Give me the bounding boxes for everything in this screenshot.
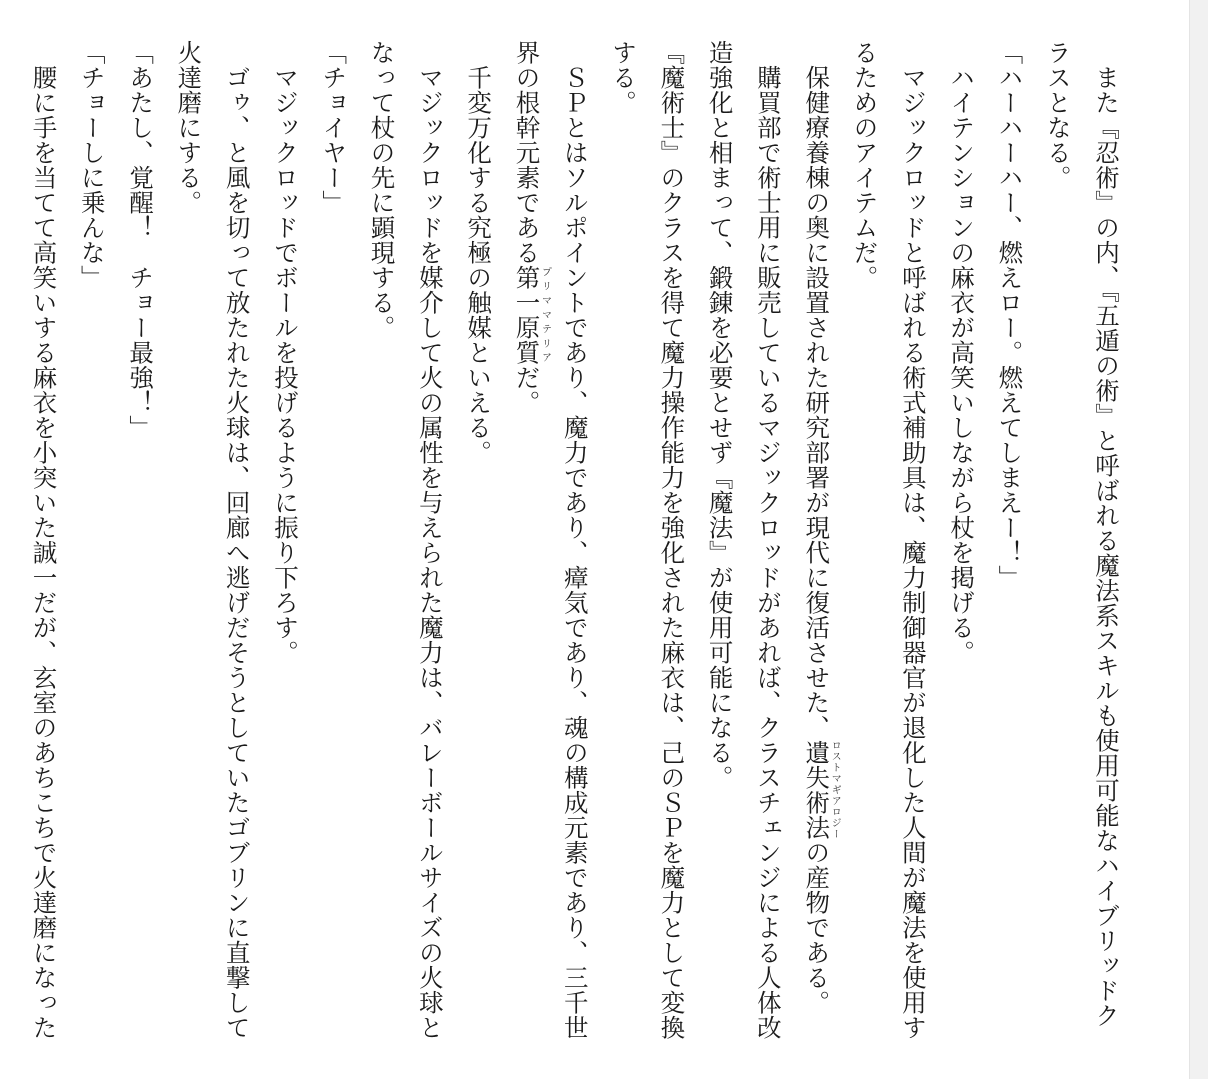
paragraph [985,40,1033,1040]
text-segment: 保健療養棟の奥に設置された研究部署が現代に復活させた、 [802,64,832,740]
ruby-annotation [512,265,551,365]
text-segment: マジックロッドでボールを投げるように振り下ろす。 [270,64,300,665]
text-segment: 腰に手を当てて高笑いする麻衣を小突いた誠一だが、玄室のあちこちで火達磨になった [29,64,59,1040]
text-segment: また『忍術』の内、『五遁の術』と呼ばれる魔法系スキルも使用可能なハイブリッドクラスとなる。 [1043,40,1121,1028]
text-segment: 「ハーハーハー、燃えロー。燃えてしまえー！」 [995,40,1025,590]
paragraph [502,40,599,1040]
paragraph [695,40,792,1040]
paragraph [599,40,696,1040]
text-segment: 購買部で術士用に販売しているマジックロッドがあれば、クラスチェンジによる人体改造強化と相まって、鍛錬を必要とせず『魔法』が使用可能になる。 [705,40,783,1040]
vertical-text-body [19,40,1130,1040]
text-segment: 千変万化する究極の触媒といえる。 [464,64,494,465]
text-segment: 「チョーしに乗んな」 [77,40,107,290]
text-segment: 「あたし、覚醒！ チョー最強！」 [126,40,156,440]
paragraph [840,40,937,1040]
ruby-base: 遺失術法 [802,739,832,840]
paragraph [116,40,164,1040]
text-segment: ゴゥ、と風を切って放たれた火球は、回廊へ逃げだそうとしていたゴブリンに直撃して火達磨にする。 [174,40,252,1040]
text-segment: の産物である。 [802,839,832,1015]
vertical-scrollbar[interactable] [1189,0,1208,1079]
text-segment: ハイテンションの麻衣が高笑いしながら杖を掲げる。 [947,64,977,665]
text-segment: マジックロッドと呼ばれる術式補助具は、魔力制御器官が退化した人間が魔法を使用するためのアイテムだ。 [850,40,928,1040]
paragraph [67,40,115,1040]
ruby-annotation [802,739,841,840]
paragraph [357,40,454,1040]
paragraph [261,40,309,1040]
text-segment: 『魔術士』のクラスを得て魔力操作能力を強化された麻衣は、己のＳＰを魔力として変換する。 [609,40,687,1040]
paragraph [792,40,840,1040]
text-segment: 「チョイヤー」 [319,40,349,215]
ruby-base: 第一原質 [512,265,542,365]
paragraph [454,40,502,1040]
paragraph [164,40,261,1040]
text-segment: ＳＰとはソルポイントであり、魔力であり、瘴気であり、魂の構成元素であり、三千世界の根幹元素である [512,40,590,1040]
paragraph [1033,40,1130,1040]
ruby-text: プリママテリア [539,265,551,365]
text-segment: マジックロッドを媒介して火の属性を与えられた魔力は、バレーボールサイズの火球となって杖の先に顕現する。 [367,40,445,1040]
text-segment: だ。 [512,365,542,415]
ruby-text: ロストマギアロジー [829,739,841,840]
paragraph [937,40,985,1040]
paragraph [309,40,357,1040]
paragraph [19,40,67,1040]
